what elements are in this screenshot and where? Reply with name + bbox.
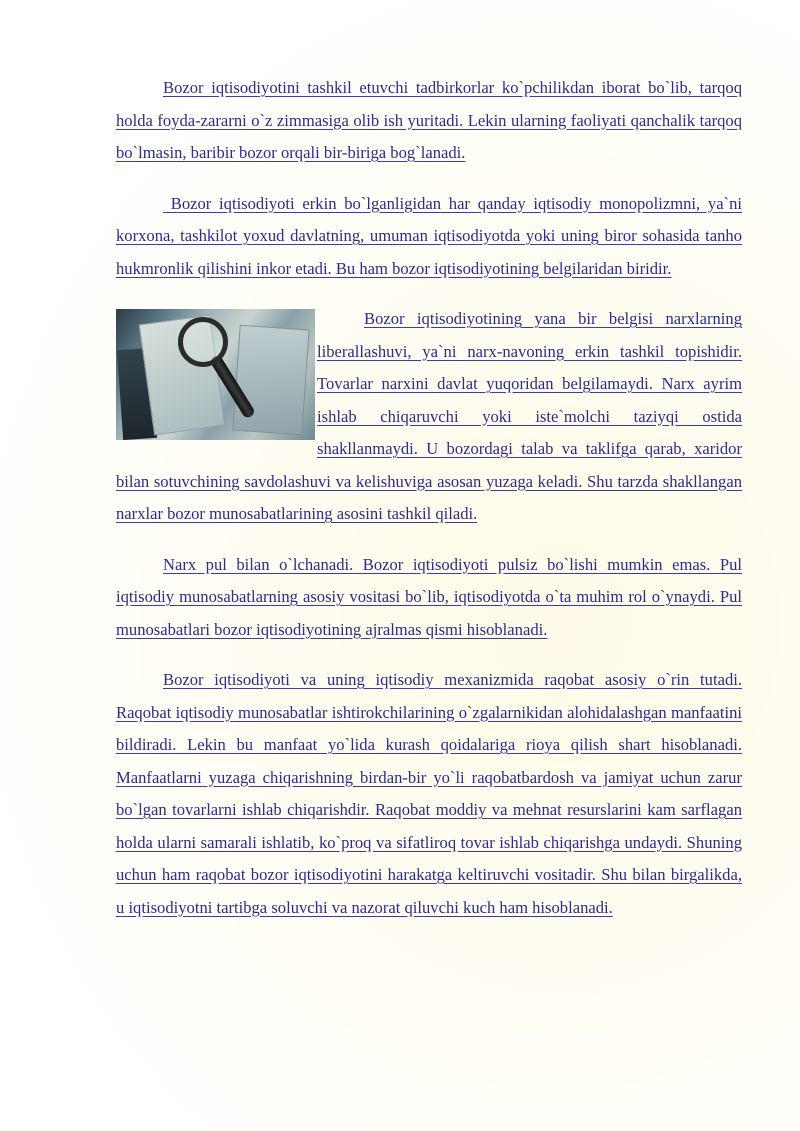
paragraph-5 — [116, 664, 742, 924]
paragraph-4 — [116, 549, 742, 647]
magnifying-glass-photo — [116, 309, 315, 440]
document-body — [116, 72, 742, 924]
paragraph-2 — [116, 188, 742, 286]
paragraph-5-text: Bozor iqtisodiyoti va uning iqtisodiy mexanizmida raqobat asosiy o`rin tutadi. Raqobat iqtisodiy munosabatlar ishtirokchilarining o`zgalarnikidan alohidalashgan manfaatini bildiradi. Lekin bu manfaat yo`lida kurash qoidalariga rioya qilish shart hisoblanadi. Manfaatlarni yuzaga chiqarishning birdan-bir yo`li raqobatbardosh va jamiyat uchun zarur bo`lgan tovarlarni ishlab chiqarishdir. Raqobat moddiy va mehnat resurslarini kam sarflagan holda ularni samarali ishlatib, ko`proq va sifatliroq tovar ishlab chiqarishga undaydi. Shuning uchun ham raqobat bozor iqtisodiyotini harakatga keltiruvchi vositadir. Shu bilan birgalikda, u iqtisodiyotni tartibga soluvchi va nazorat qiluvchi kuch ham hisoblanadi. — [116, 670, 742, 917]
paragraph-1 — [116, 72, 742, 170]
magnifier-icon — [178, 317, 228, 367]
paragraph-4-text: Narx pul bilan o`lchanadi. Bozor iqtisodiyoti pulsiz bo`lishi mumkin emas. Pul iqtisodiy munosabatlarning asosiy vositasi bo`lib, iqtisodiyotda o`ta muhim rol o`ynaydi. Pul munosabatlari bozor iqtisodiyotining ajralmas qismi hisoblanadi. — [116, 554, 742, 639]
paragraph-3-text: Bozor iqtisodiyotining yana bir belgisi narxlarning liberallashuvi, ya`ni narx-navoning erkin tashkil topishidir. Tovarlar narxini davlat yuqoridan belgilamaydi. Narx ayrim ishlab chiqaruvchi yoki iste`molchi taziyqi ostida shakllanmaydi. U bozordagi talab va taklifga qarab, xaridor bilan sotuvchining savdolashuvi va kelishuviga asosan yuzaga keladi. Shu tarzda shakllangan narxlar bozor munosabatlarining asosini tashkil qiladi. — [116, 309, 742, 523]
paragraph-1-text: Bozor iqtisodiyotini tashkil etuvchi tadbirkorlar ko`pchilikdan iborat bo`lib, tarqoq holda foyda-zararni o`z zimmasiga olib ish yuritadi. Lekin ularning faoliyati qanchalik tarqoq bo`lmasin, baribir bozor orqali bir-biriga bog`lanadi. — [116, 78, 742, 162]
paragraph-2-text: Bozor iqtisodiyoti erkin bo`lganligidan har qanday iqtisodiy monopolizmni, ya`ni korxona, tashkilot yoxud davlatning, umuman iqtisodiyotda yoki uning biror sohasida tanho hukmronlik qilishini inkor etadi. Bu ham bozor iqtisodiyotining belgilaridan biridir. — [116, 193, 742, 278]
